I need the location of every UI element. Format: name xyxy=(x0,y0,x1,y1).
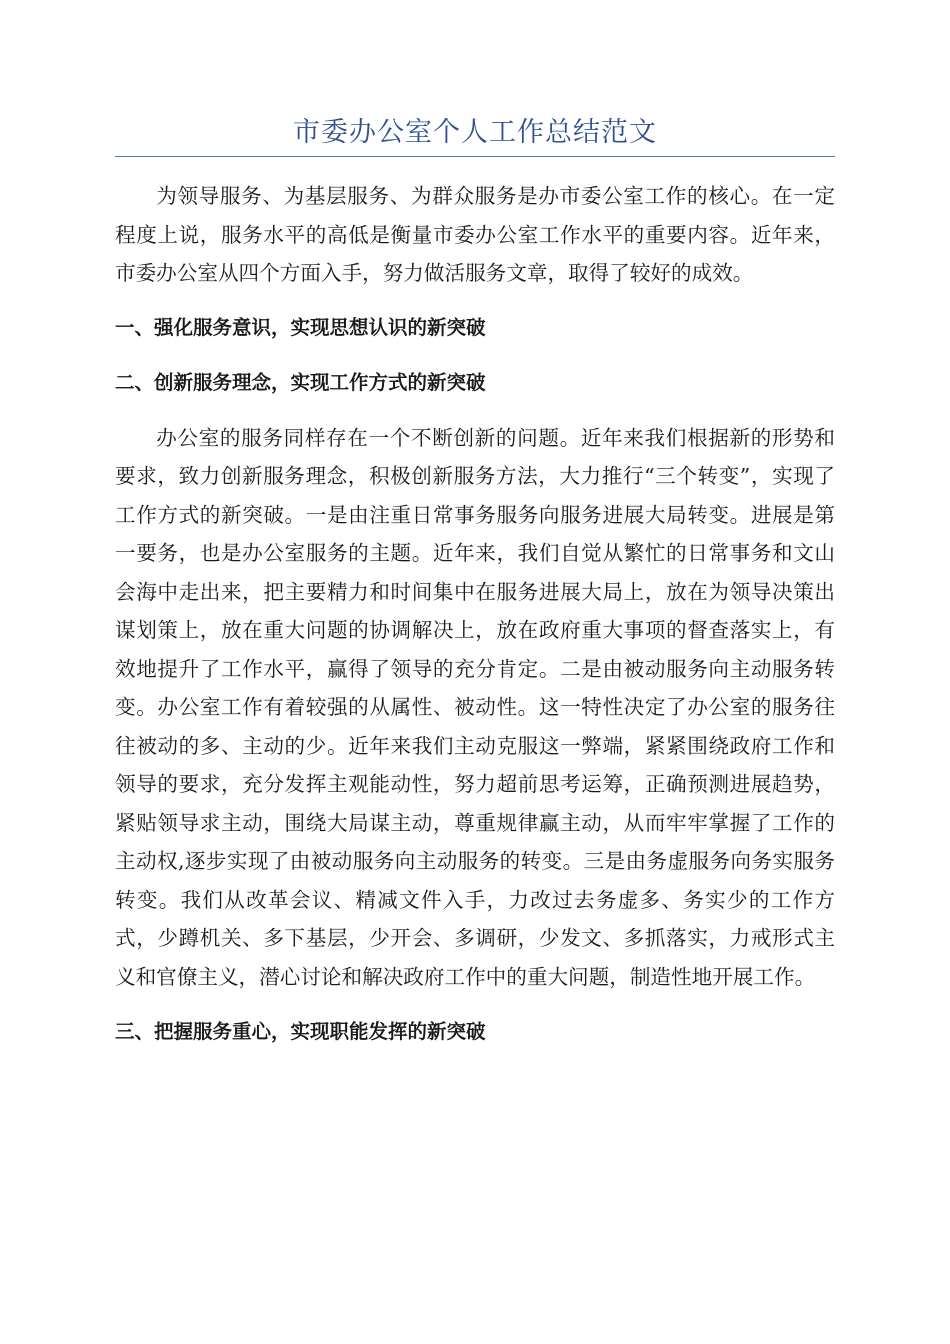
section-heading-2: 二、创新服务理念，实现工作方式的新突破 xyxy=(115,370,486,394)
intro-paragraph: 为领导服务、为基层服务、为群众服务是办市委公室工作的核心。在一定程度上说，服务水平的高低是衡量市委办公室工作水平的重要内容。近年来，市委办公室从四个方面入手，努力做活服务文章，取得了较好的成效。 xyxy=(115,184,835,285)
document-title: 市委办公室个人工作总结范文 xyxy=(115,112,835,157)
document-page xyxy=(115,112,835,1046)
section-heading-3: 三、把握服务重心，实现职能发挥的新突破 xyxy=(115,1020,486,1043)
section-heading-1: 一、强化服务意识，实现思想认识的新突破 xyxy=(115,315,486,339)
section-2-paragraph: 办公室的服务同样存在一个不断创新的问题。近年来我们根据新的形势和要求，致力创新服务理念，积极创新服务方法，大力推行“三个转变”，实现了工作方式的新突破。一是由注重日常事务服务向服务进展大局转变。进展是第一要务，也是办公室服务的主题。近年来，我们自觉从繁忙的日常事务和文山会海中走出来，把主要精力和时间集中在服务进展大局上，放在为领导决策出谋划策上，放在重大问题的协调解决上，放在政府重大事项的督查落实上，有效地提升了工作水平，赢得了领导的充分肯定。二是由被动服务向主动服务转变。办公室工作有着较强的从属性、被动性。这一特性决定了办公室的服务往往被动的多、主动的少。近年来我们主动克服这一弊端，紧紧围绕政府工作和领导的要求，充分发挥主观能动性，努力超前思考运筹，正确预测进展趋势，紧贴领导求主动，围绕大局谋主动，尊重规律赢主动，从而牢牢掌握了工作的主动权,逐步实现了由被动服务向主动服务的转变。三是由务虚服务向务实服务转变。我们从改革会议、精减文件入手，力改过去务虚多、务实少的工作方式，少蹲机关、多下基层，少开会、多调研，少发文、多抓落实，力戒形式主义和官僚主义，潜心讨论和解决政府工作中的重大问题，制造性地开展工作。 xyxy=(115,425,835,989)
